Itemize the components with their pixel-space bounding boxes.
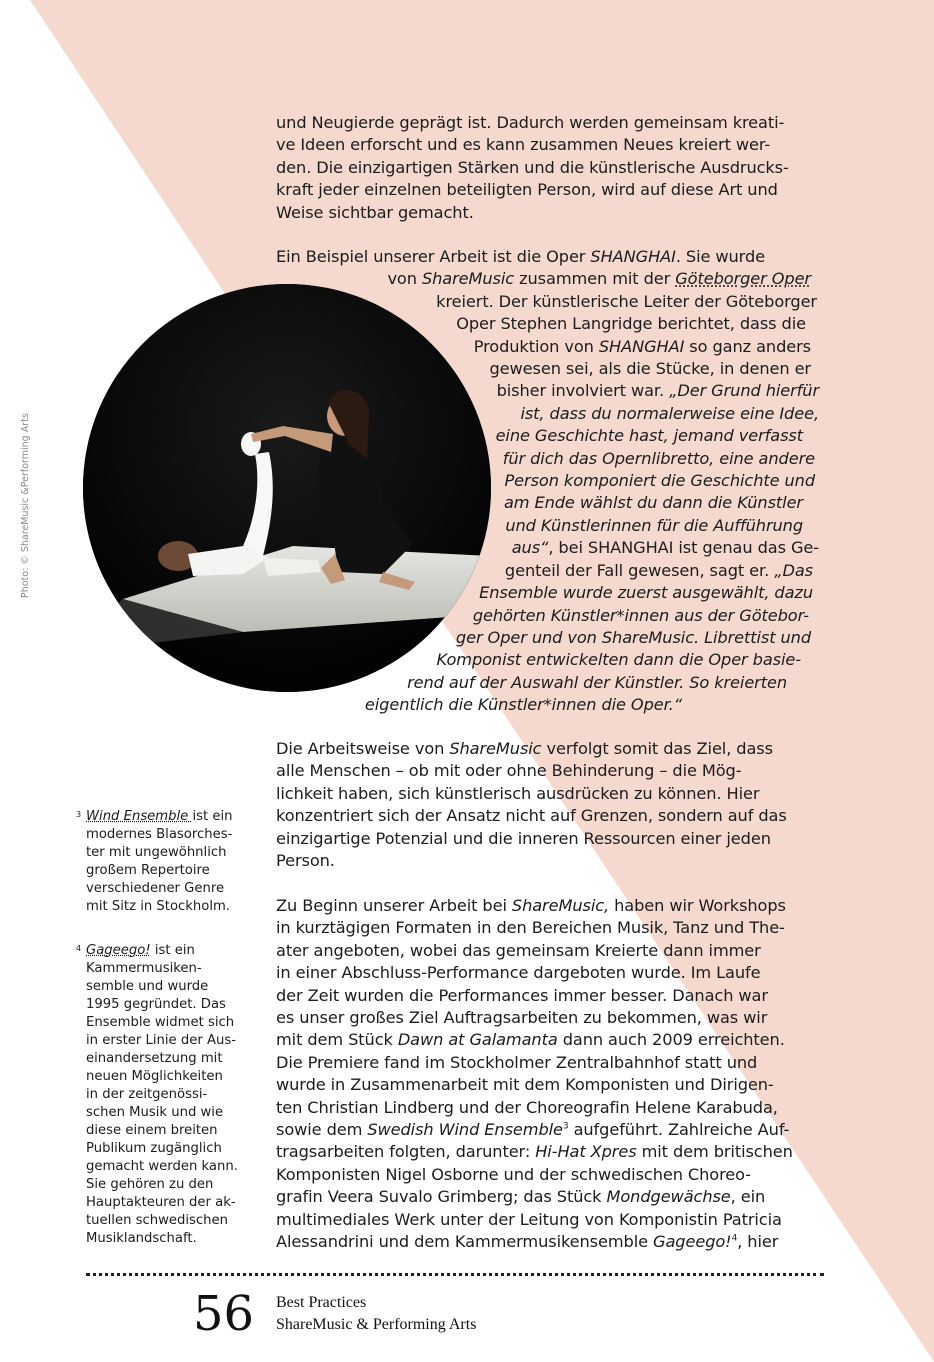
text-line: ve Ideen erforscht und es kann zusammen Neues kreiert wer- (276, 135, 771, 155)
paragraph-intro-end (276, 112, 789, 224)
footnote-line: in der zeitgenössi- (86, 1087, 208, 1102)
footer-section: Best Practices (276, 1294, 367, 1311)
text-line: es unser großes Ziel Auftragsarbeiten zu bekommen, was wir (276, 1008, 768, 1028)
footnote-ref-4[interactable]: 4 (731, 1233, 738, 1244)
text-line: in kurztägigen Formaten in den Bereichen Musik, Tanz und The- (276, 918, 785, 938)
quote-line: gehörten Künstler*innen aus der Götebor- (472, 605, 809, 625)
footnote-line: gemacht werden kann. (86, 1159, 238, 1174)
paragraph-history (276, 895, 793, 1254)
text-line: Person. (276, 851, 335, 871)
text-line: den. Die einzigartigen Stärken und die künstlerische Ausdrucks- (276, 157, 789, 177)
footnote-line: neuen Möglichkeiten (86, 1069, 223, 1084)
text-line: wurde in Zusammenarbeit mit dem Komponisten und Dirigen- (276, 1075, 774, 1095)
footnote-line: diese einem breiten (86, 1123, 218, 1138)
footer-dotted-rule (86, 1273, 824, 1276)
footnote-line: Gageego! ist ein (86, 943, 195, 958)
text-line: Komponisten Nigel Osborne und der schwedischen Choreo- (276, 1164, 752, 1184)
quote-line: und Künstlerinnen für die Aufführung (505, 515, 803, 535)
photo-credit: Photo: © ShareMusic &Performing Arts (20, 413, 31, 598)
text-line: in einer Abschluss-Performance dargeboten wurde. Im Laufe (276, 963, 761, 983)
footnote-line: Wind Ensemble ist ein (86, 809, 233, 824)
text-line: kraft jeder einzelnen beteiligten Person, wird auf diese Art und (276, 180, 778, 200)
footnote-line: ter mit ungewöhnlich (86, 845, 227, 860)
footnote-ref-3[interactable]: 3 (562, 1121, 569, 1132)
quote-line: Ensemble wurde zuerst ausgewählt, dazu (479, 583, 813, 603)
footnote-line: tuellen schwedischen (86, 1213, 228, 1228)
footnote-line: in erster Linie der Aus- (86, 1033, 236, 1048)
footnote-line: schen Musik und wie (86, 1105, 224, 1120)
paragraph-shanghai (276, 246, 819, 717)
text-line: von ShareMusic zusammen mit der Göteborger Oper (387, 269, 811, 289)
text-line: Die Premiere fand im Stockholmer Zentralbahnhof statt und (276, 1052, 758, 1072)
text-line: konzentriert sich der Ansatz nicht auf Grenzen, sondern auf das (276, 806, 787, 826)
text-line: Ein Beispiel unserer Arbeit ist die Oper SHANGHAI. Sie wurde (276, 247, 765, 266)
text-line: multimediales Werk unter der Leitung von Komponistin Patricia (276, 1209, 782, 1229)
footer-running-title (276, 1292, 476, 1336)
text-line: einzigartige Potenzial und die inneren Ressourcen einer jeden (276, 828, 771, 848)
footer-subtitle: ShareMusic & Performing Arts (276, 1316, 477, 1333)
quote-line: ger Oper und von ShareMusic. Librettist und (455, 627, 811, 647)
footnote-line: 1995 gegründet. Das (86, 997, 226, 1012)
text-line: aus“, bei SHANGHAI ist genau das Ge- (511, 538, 819, 558)
text-line: genteil der Fall gewesen, sagt er. „Das (504, 560, 813, 580)
quote-line: rend auf der Auswahl der Künstler. So kreierten (407, 672, 787, 692)
footnote-line: Musiklandschaft. (86, 1231, 197, 1246)
footnote-line: mit Sitz in Stockholm. (86, 899, 231, 914)
quote-line: für dich das Opernlibretto, eine andere (502, 448, 815, 468)
text-line: alle Menschen – ob mit oder ohne Behinderung – die Mög- (276, 761, 742, 781)
text-line: ten Christian Lindberg und der Choreografin Helene Karabuda, (276, 1097, 778, 1117)
quote-line: eine Geschichte hast, jemand verfasst (495, 426, 803, 446)
footnote-line: Publikum zugänglich (86, 1141, 222, 1156)
text-line: sowie dem Swedish Wind Ensemble$^3$ aufgeführt. Zahlreiche Auf- (276, 1120, 790, 1140)
footnote-4 (76, 942, 256, 1248)
quote-line: Komponist entwickelten dann die Oper basie- (436, 650, 801, 670)
text-line: Produktion von SHANGHAI so ganz anders (473, 336, 811, 356)
text-line: Die Arbeitsweise von ShareMusic verfolgt somit das Ziel, dass (276, 739, 773, 758)
text-line: bisher involviert war. „Der Grund hierfür (496, 381, 819, 401)
footnote-line: modernes Blasorches- (86, 827, 233, 842)
footnote-line: verschiedener Genre (86, 881, 225, 896)
footnote-line: Sie gehören zu den (86, 1177, 214, 1192)
text-line: Weise sichtbar gemacht. (276, 202, 474, 222)
footnote-line: Hauptakteuren der ak- (86, 1195, 236, 1210)
goeteborger-oper-link[interactable]: Göteborger Oper (675, 269, 811, 289)
footnote-line: Ensemble widmet sich (86, 1015, 235, 1030)
footnote-number: 4 (76, 944, 82, 953)
text-line: Oper Stephen Langridge berichtet, dass die (456, 314, 806, 334)
page-number: 56 (193, 1286, 255, 1342)
text-line: Alessandrini und dem Kammermusikensemble Gageego!$^4$, hier (276, 1232, 779, 1252)
text-line: grafin Veera Suvalo Grimberg; das Stück Mondgewächse, ein (276, 1187, 766, 1207)
text-line: mit dem Stück Dawn at Galamanta dann auch 2009 erreichten. (276, 1030, 785, 1050)
text-line: kreiert. Der künstlerische Leiter der Göteborger (436, 291, 817, 311)
quote-line: am Ende wählst du dann die Künstler (503, 493, 803, 513)
footnote-number: 3 (76, 810, 82, 819)
text-line: der Zeit wurden die Performances immer besser. Danach war (276, 985, 768, 1005)
quote-line: eigentlich die Künstler*innen die Oper.“ (364, 695, 682, 715)
footnote-line: großem Repertoire (86, 863, 210, 878)
text-line: gewesen sei, als die Stücke, in denen er (489, 359, 811, 379)
text-line: lichkeit haben, sich künstlerisch ausdrücken zu können. Hier (276, 783, 760, 803)
text-line: und Neugierde geprägt ist. Dadurch werden gemeinsam kreati- (276, 113, 785, 132)
text-line: ater angeboten, wobei das gemeinsam Kreierte dann immer (276, 940, 761, 960)
quote-line: Person komponiert die Geschichte und (504, 471, 815, 491)
footnote-3 (76, 808, 256, 916)
footnote-line: semble und wurde (86, 979, 209, 994)
quote-line: ist, dass du normalerweise eine Idee, (520, 403, 819, 423)
footnote-line: Kammermusiken- (86, 961, 202, 976)
text-line: Zu Beginn unserer Arbeit bei ShareMusic, haben wir Workshops (276, 896, 786, 915)
footnote-line: einandersetzung mit (86, 1051, 223, 1066)
paragraph-approach (276, 738, 787, 872)
text-line: tragsarbeiten folgten, darunter: Hi-Hat Xpres mit dem britischen (276, 1142, 793, 1162)
